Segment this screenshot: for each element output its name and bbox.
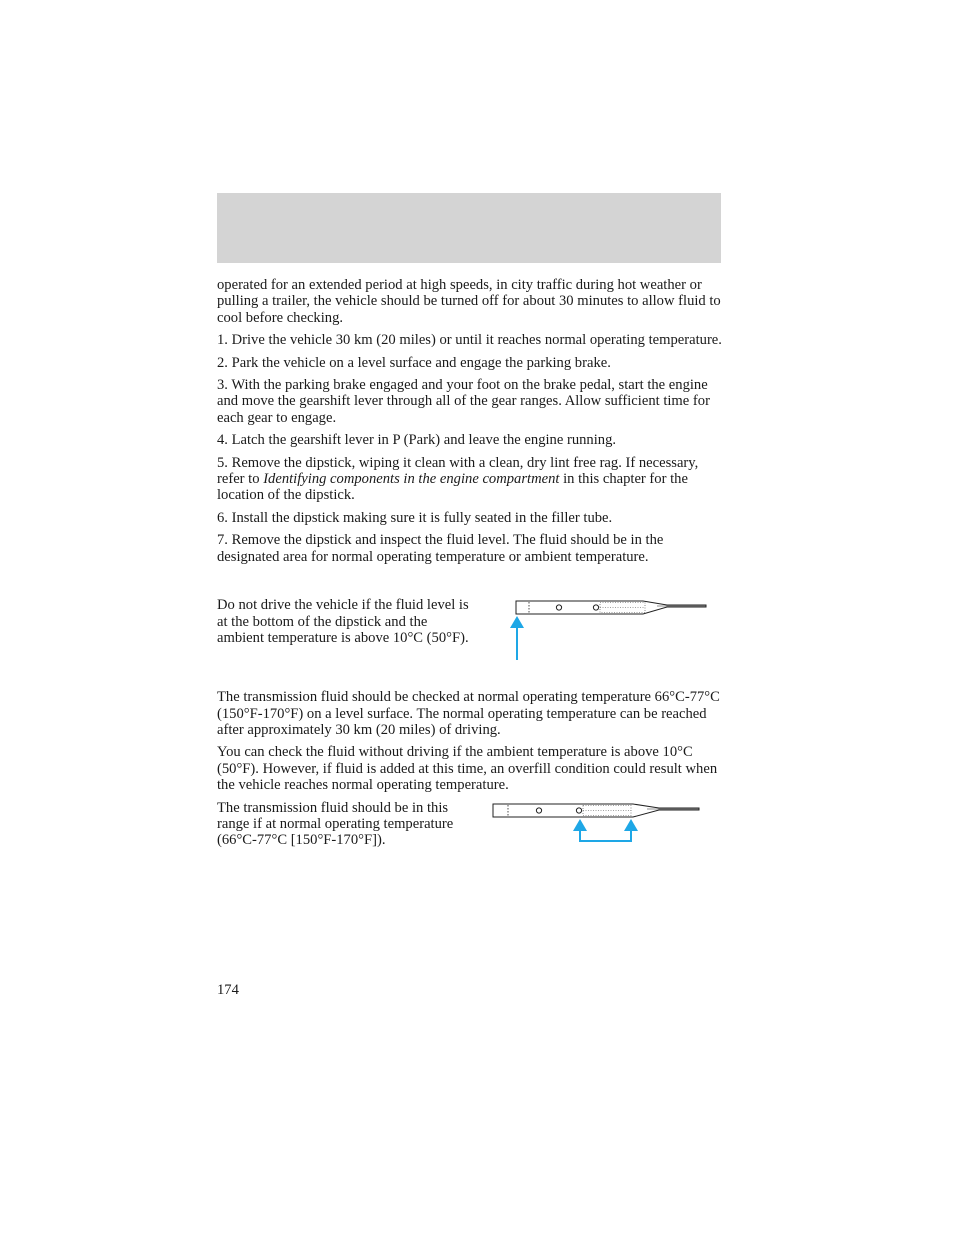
step-5-text-a: 5. Remove the dipstick, wiping it clean with a clean, dry lint free rag. If necessary, refer to [217,454,699,488]
arrow-up-icon [510,616,524,628]
dipstick-figure-1 [507,591,707,661]
step-6: 6. Install the dipstick making sure it is fully seated in the filler tube. [217,509,613,526]
range-bracket [580,830,631,841]
step-5 [217,455,727,504]
figure-1-row [217,597,727,689]
page-number: 174 [217,982,239,998]
dipstick-figure-2 [487,794,702,846]
step-5-text-b: in this chapter for the location of the dipstick. [217,471,688,504]
step-3: 3. With the parking brake engaged and your foot on the brake pedal, start the engine and move the gearshift lever through all of the gear ranges. Allow sufficient time for each gear to engage. [217,377,710,426]
dipstick-hole-2 [576,807,581,812]
paragraph-normal-temp: The transmission fluid should be checked at normal operating temperature 66°C-77°C (150°F-170°F) on a level surface. The normal operating temperature can be reached after approximately 30 km (20 miles) of driving. [217,689,720,738]
page-content [217,277,727,870]
figure-2-caption: The transmission fluid should be in this range if at normal operating temperature (66°C-77°C [150°F-170°F]). [217,799,454,849]
figure-1-caption: Do not drive the vehicle if the fluid level is at the bottom of the dipstick and the ambient temperature is above 10°C (50°F). [217,597,469,646]
step-1: 1. Drive the vehicle 30 km (20 miles) or until it reaches normal operating temperature. [217,332,722,349]
arrow-up-icon [624,819,638,831]
step-4: 4. Latch the gearshift lever in P (Park) and leave the engine running. [217,432,617,449]
header-band [217,193,721,263]
dipstick-hole-1 [536,807,541,812]
step-7: 7. Remove the dipstick and inspect the fluid level. The fluid should be in the designated area for normal operating temperature or ambient temperature. [217,532,664,565]
step-2: 2. Park the vehicle on a level surface and engage the parking brake. [217,354,611,371]
paragraph-intro: operated for an extended period at high speeds, in city traffic during hot weather or pulling a trailer, the vehicle should be turned off for about 30 minutes to allow fluid to cool before checking. [217,277,721,326]
dipstick-hole-1 [556,605,561,610]
dipstick-hole-2 [593,605,598,610]
step-5-reference: Identifying components in the engine compartment [263,471,560,488]
figure-2-row [217,800,727,870]
paragraph-ambient-temp: You can check the fluid without driving if the ambient temperature is above 10°C (50°F). However, if fluid is added at this time, an overfill condition could result when the vehicle reaches normal operating temperature. [217,744,718,794]
arrow-up-icon [573,819,587,831]
